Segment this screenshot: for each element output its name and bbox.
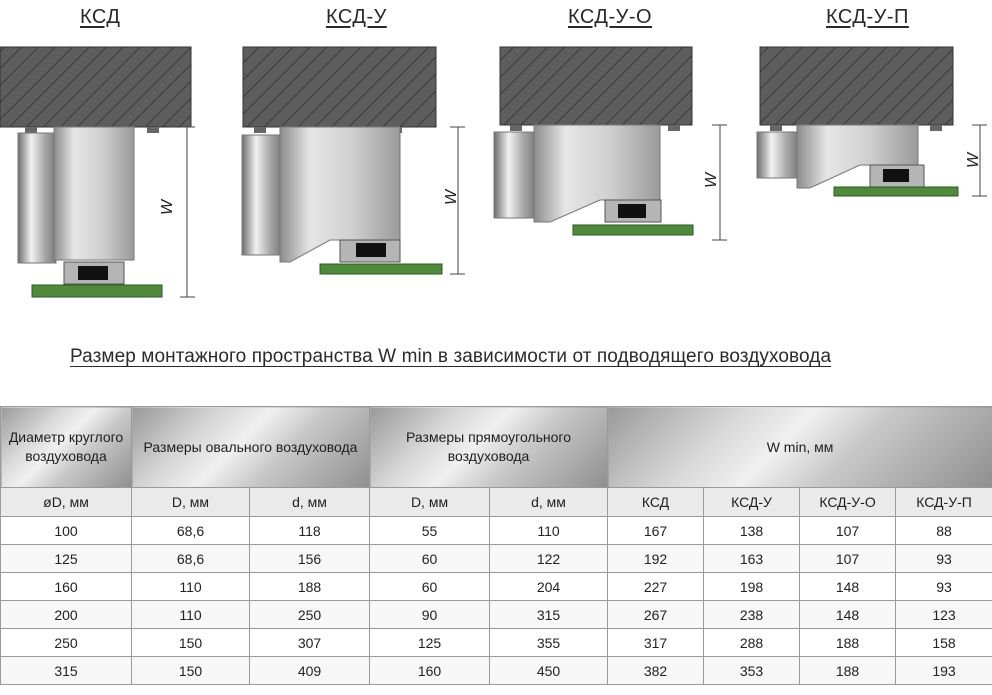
- table-row: [1, 601, 992, 629]
- table-cell: 204: [490, 573, 608, 601]
- subheader-cell: D, мм: [132, 488, 250, 517]
- table-cell: 150: [132, 629, 250, 657]
- table-cell: 60: [370, 545, 490, 573]
- wmin-table: [0, 406, 992, 685]
- rubber-seal: [78, 266, 108, 280]
- diagram-label-ksd-u-o: КСД-У-О: [568, 6, 653, 28]
- floor-board: [834, 187, 958, 196]
- table-cell: 68,6: [132, 517, 250, 545]
- ceiling-slab: [0, 47, 191, 127]
- table-cell: 148: [800, 573, 896, 601]
- diagram-ksd-u-o: [494, 47, 727, 240]
- floor-board: [320, 264, 442, 274]
- table-cell: 163: [704, 545, 800, 573]
- subheader-cell: øD, мм: [1, 488, 132, 517]
- table-cell: 450: [490, 657, 608, 685]
- subheader-cell: КСД-У-О: [800, 488, 896, 517]
- duct-connector: [242, 135, 282, 255]
- w-dimension-label: W: [965, 152, 982, 168]
- diagrams-svg: [0, 0, 992, 310]
- table-cell: 250: [1, 629, 132, 657]
- table-cell: 125: [370, 629, 490, 657]
- ceiling-slab: [243, 47, 436, 127]
- mount-bolt: [25, 127, 37, 133]
- table-cell: 188: [800, 657, 896, 685]
- table-cell: 68,6: [132, 545, 250, 573]
- table-cell: 138: [704, 517, 800, 545]
- mount-bolt: [770, 125, 782, 131]
- table-cell: 227: [608, 573, 704, 601]
- table-cell: 60: [370, 573, 490, 601]
- table-cell: 93: [896, 573, 992, 601]
- mount-bolt: [254, 127, 266, 133]
- table-cell: 307: [250, 629, 370, 657]
- table-cell: 193: [896, 657, 992, 685]
- table-cell: 156: [250, 545, 370, 573]
- table-cell: 355: [490, 629, 608, 657]
- rubber-seal: [618, 204, 646, 218]
- table-row: [1, 517, 992, 545]
- table-cell: 188: [250, 573, 370, 601]
- table-cell: 158: [896, 629, 992, 657]
- duct-connector: [757, 132, 799, 178]
- mount-bolt: [147, 127, 159, 133]
- floor-board: [573, 225, 693, 235]
- ceiling-slab: [760, 47, 953, 125]
- table-cell: 198: [704, 573, 800, 601]
- table-cell: 200: [1, 601, 132, 629]
- diagram-label-ksd-u-p: КСД-У-П: [826, 6, 909, 28]
- table-cell: 107: [800, 517, 896, 545]
- header-rect-duct: Размеры прямоугольного воздуховода: [370, 407, 608, 488]
- subheader-cell: D, мм: [370, 488, 490, 517]
- table-cell: 118: [250, 517, 370, 545]
- table-cell: 288: [704, 629, 800, 657]
- table-cell: 125: [1, 545, 132, 573]
- table-row: [1, 573, 992, 601]
- w-dimension-label: W: [159, 199, 176, 215]
- diagram-ksd-u-p: [757, 47, 987, 196]
- rubber-seal: [883, 169, 909, 182]
- table-cell: 267: [608, 601, 704, 629]
- subheader-cell: КСД-У: [704, 488, 800, 517]
- table-row: [1, 657, 992, 685]
- diagram-ksd: [0, 47, 195, 297]
- subheader-cell: КСД-У-П: [896, 488, 992, 517]
- table-cell: 353: [704, 657, 800, 685]
- subheader-cell: d, мм: [490, 488, 608, 517]
- w-dimension-label: W: [443, 189, 460, 205]
- table-cell: 315: [1, 657, 132, 685]
- mount-bolt: [510, 125, 522, 131]
- header-round-duct: Диаметр круглого воздуховода: [1, 407, 132, 488]
- table-sub-header-row: [1, 488, 992, 517]
- table-cell: 148: [800, 601, 896, 629]
- header-oval-duct: Размеры овального воздуховода: [132, 407, 370, 488]
- table-cell: 110: [132, 573, 250, 601]
- table-cell: 88: [896, 517, 992, 545]
- header-wmin: W min, мм: [608, 407, 992, 488]
- table-cell: 110: [132, 601, 250, 629]
- table-cell: 409: [250, 657, 370, 685]
- table-cell: 55: [370, 517, 490, 545]
- rubber-seal: [356, 243, 386, 257]
- table-cell: 160: [370, 657, 490, 685]
- table-cell: 317: [608, 629, 704, 657]
- table-cell: 110: [490, 517, 608, 545]
- table-cell: 150: [132, 657, 250, 685]
- table-cell: 93: [896, 545, 992, 573]
- ceiling-slab: [500, 47, 692, 125]
- table-cell: 315: [490, 601, 608, 629]
- table-cell: 188: [800, 629, 896, 657]
- table-cell: 122: [490, 545, 608, 573]
- table-cell: 238: [704, 601, 800, 629]
- duct-connector: [494, 132, 536, 218]
- table-cell: 382: [608, 657, 704, 685]
- table-cell: 107: [800, 545, 896, 573]
- duct-connector: [18, 133, 56, 263]
- table-cell: 250: [250, 601, 370, 629]
- table-cell: 123: [896, 601, 992, 629]
- w-dimension-label: W: [703, 172, 720, 188]
- table-body: [1, 517, 992, 685]
- subheader-cell: КСД: [608, 488, 704, 517]
- table-row: [1, 629, 992, 657]
- table-cell: 160: [1, 573, 132, 601]
- diagram-label-ksd: КСД: [80, 6, 121, 28]
- diagram-label-ksd-u: КСД-У: [326, 6, 387, 28]
- table-cell: 90: [370, 601, 490, 629]
- mount-bolt: [930, 125, 942, 131]
- table-row: [1, 545, 992, 573]
- installation-diagrams: [0, 0, 992, 310]
- table-cell: 167: [608, 517, 704, 545]
- diagram-ksd-u: [242, 47, 465, 274]
- mount-bolt: [668, 125, 680, 131]
- damper-body: [54, 127, 134, 260]
- table-cell: 100: [1, 517, 132, 545]
- table-title: Размер монтажного пространства W min в зависимости от подводящего воздуховода: [70, 346, 832, 367]
- table-group-header-row: [1, 407, 992, 488]
- table-cell: 192: [608, 545, 704, 573]
- floor-board: [32, 285, 162, 297]
- subheader-cell: d, мм: [250, 488, 370, 517]
